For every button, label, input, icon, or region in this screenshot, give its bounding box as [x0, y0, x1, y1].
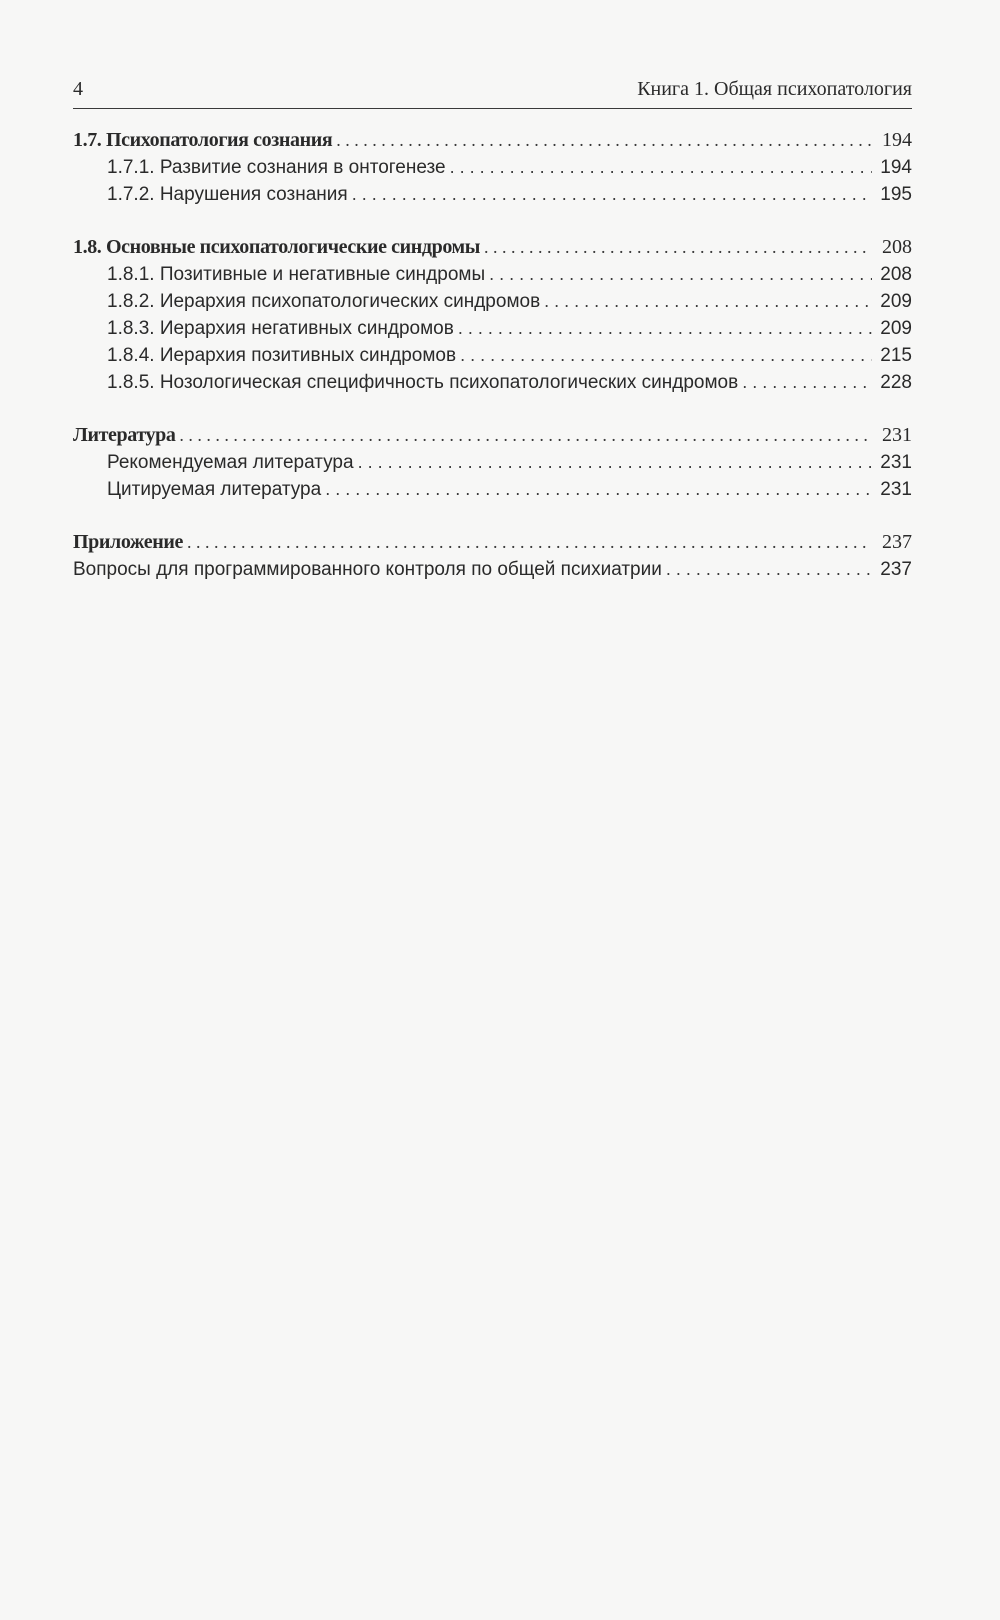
toc-entry-subsection[interactable] [73, 342, 912, 369]
dot-leader [352, 181, 872, 208]
toc-entry-subsection[interactable] [73, 154, 912, 181]
dot-leader [460, 342, 872, 369]
toc-section-1-8 [73, 234, 912, 396]
toc-entry-heading[interactable] [73, 127, 912, 154]
toc-entry-title: 1.7.2. Нарушения сознания [107, 184, 348, 205]
table-of-contents [73, 127, 912, 609]
toc-entry-page: 194 [882, 129, 912, 151]
dot-leader [325, 476, 872, 503]
toc-entry-page: 231 [880, 479, 912, 500]
toc-entry-page: 195 [880, 184, 912, 205]
dot-leader [544, 288, 872, 315]
dot-leader [666, 556, 872, 583]
toc-entry-title: Рекомендуемая литература [107, 452, 354, 473]
toc-entry-page: 237 [882, 531, 912, 553]
toc-entry-subsection[interactable] [73, 476, 912, 503]
toc-entry-title: 1.8.2. Иерархия психопатологических синдромов [107, 291, 541, 312]
toc-entry-subsection[interactable] [73, 261, 912, 288]
toc-entry-title: Литература [73, 424, 176, 446]
toc-entry-heading[interactable] [73, 234, 912, 261]
toc-entry-heading[interactable] [73, 422, 912, 449]
toc-entry-title: 1.7. Психопатология сознания [73, 129, 333, 151]
dot-leader [489, 261, 872, 288]
toc-entry-page: 237 [880, 559, 912, 580]
toc-entry-title: 1.8. Основные психопатологические синдромы [73, 236, 480, 258]
toc-entry-page: 209 [880, 291, 912, 312]
dot-leader [458, 315, 872, 342]
toc-entry-title: 1.8.4. Иерархия позитивных синдромов [107, 345, 457, 366]
toc-section-literature [73, 422, 912, 503]
toc-entry-title: 1.8.5. Нозологическая специфичность психопатологических синдромов [107, 372, 739, 393]
toc-section-1-7 [73, 127, 912, 208]
toc-entry-page: 208 [880, 264, 912, 285]
toc-entry-title: 1.7.1. Развитие сознания в онтогенезе [107, 157, 446, 178]
toc-entry-subsection[interactable] [73, 449, 912, 476]
dot-leader [187, 529, 872, 556]
dot-leader [450, 154, 872, 181]
dot-leader [742, 369, 872, 396]
toc-entry-subsection[interactable] [73, 556, 912, 583]
toc-entry-subsection[interactable] [73, 369, 912, 396]
toc-entry-title: 1.8.1. Позитивные и негативные синдромы [107, 264, 486, 285]
toc-entry-page: 231 [882, 424, 912, 446]
toc-entry-page: 228 [880, 372, 912, 393]
toc-entry-title: Цитируемая литература [107, 479, 322, 500]
toc-entry-page: 215 [880, 345, 912, 366]
toc-entry-subsection[interactable] [73, 288, 912, 315]
dot-leader [336, 127, 872, 154]
toc-entry-title: Приложение [73, 531, 183, 553]
running-head [73, 78, 912, 109]
toc-entry-subsection[interactable] [73, 181, 912, 208]
toc-section-appendix [73, 529, 912, 583]
dot-leader [484, 234, 872, 261]
toc-entry-page: 208 [882, 236, 912, 258]
toc-entry-heading[interactable] [73, 529, 912, 556]
toc-entry-subsection[interactable] [73, 315, 912, 342]
toc-entry-title: 1.8.3. Иерархия негативных синдромов [107, 318, 454, 339]
page-number: 4 [73, 78, 83, 100]
toc-entry-title: Вопросы для программированного контроля по общей психиатрии [73, 559, 662, 580]
toc-entry-page: 194 [880, 157, 912, 178]
dot-leader [179, 422, 872, 449]
dot-leader [358, 449, 872, 476]
book-title: Книга 1. Общая психопатология [637, 78, 912, 100]
toc-entry-page: 231 [880, 452, 912, 473]
toc-entry-page: 209 [880, 318, 912, 339]
